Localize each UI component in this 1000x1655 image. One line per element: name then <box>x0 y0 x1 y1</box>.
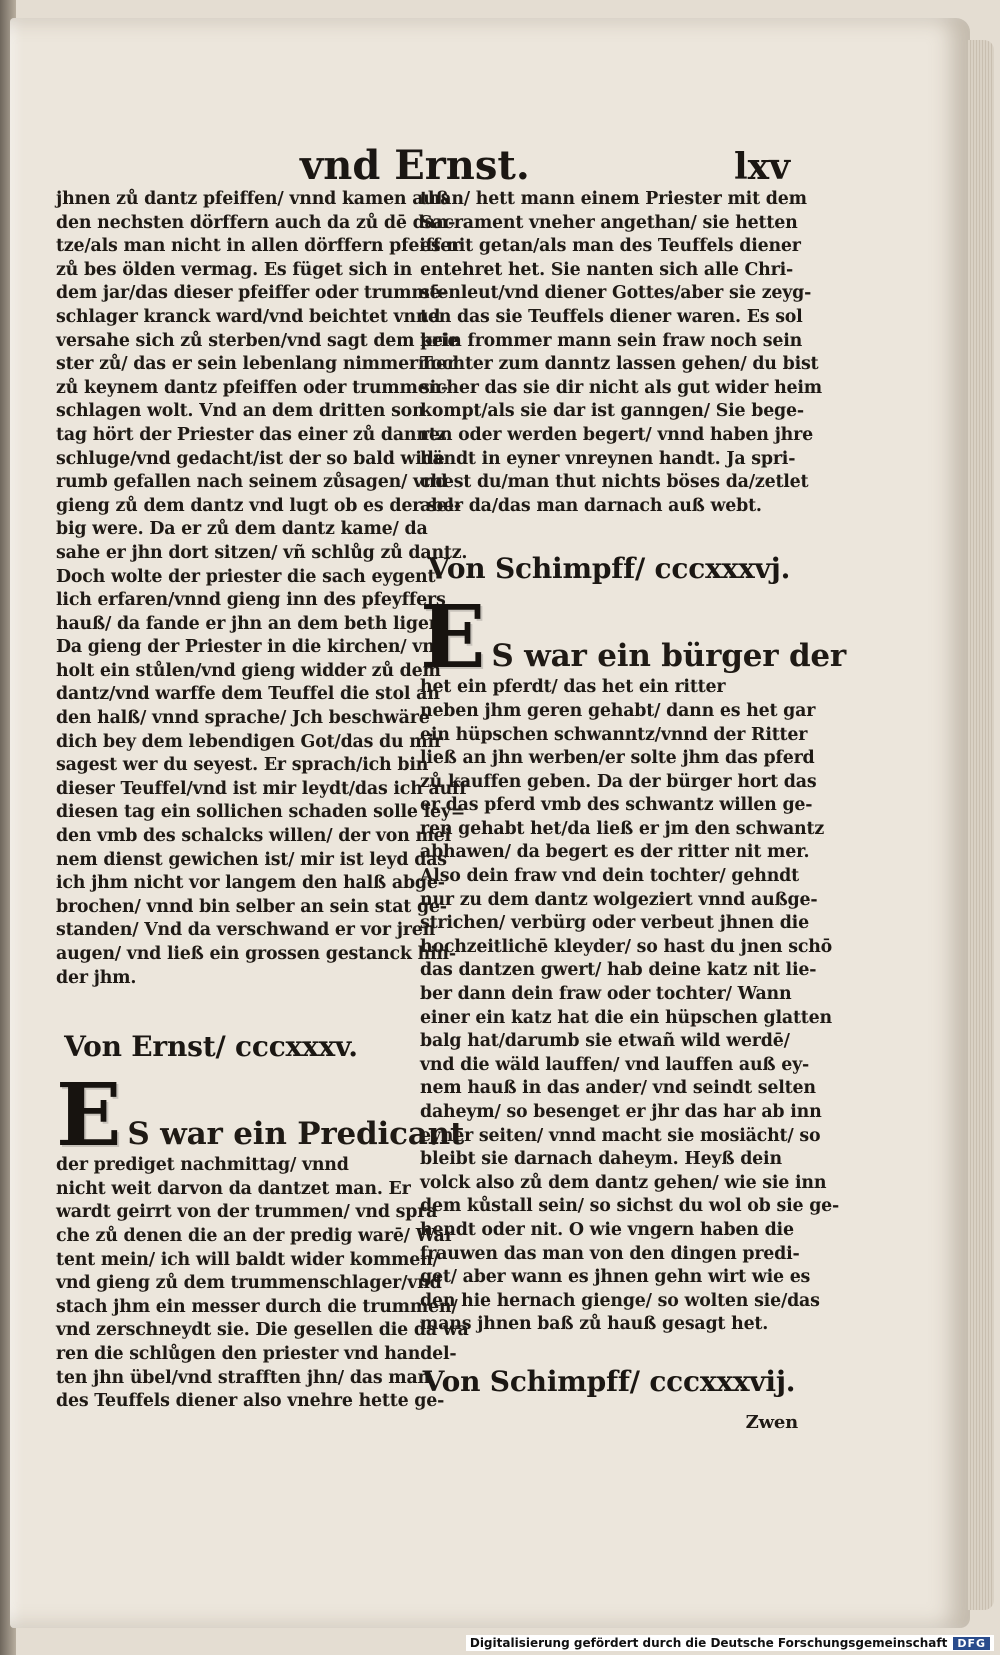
text-line: ren gehabt het/da ließ er jm den schwantz <box>420 818 824 839</box>
text-line: er das pferd vmb des schwantz willen ge- <box>420 795 813 816</box>
text-line: Da gieng der Priester in die kirchen/ vnd <box>56 637 447 658</box>
text-line: vnd zerschneydt sie. Die gesellen die da wa <box>56 1320 469 1341</box>
text-line: abhawen/ da begert es der ritter nit mer. <box>420 842 810 863</box>
text-line: neben jhm geren gehabt/ dann es het gar <box>420 700 816 721</box>
text-line: schlagen wolt. Vnd an dem dritten son <box>56 401 425 422</box>
right-text-block-bottom <box>420 676 840 1337</box>
right-column <box>420 188 847 1435</box>
drop-cap-initial: E <box>420 587 486 689</box>
text-line: strichen/ verbürg oder verbeut jhnen die <box>420 913 809 934</box>
folio-number: lxv <box>733 146 790 188</box>
text-line: kein frommer mann sein fraw noch sein <box>420 330 803 351</box>
text-line: den halß/ vnnd sprache/ Jch beschwäre <box>56 708 430 729</box>
text-line: holt ein stůlen/vnd gieng widder zů dem <box>56 660 441 681</box>
text-line: diesen tag ein sollichen schaden solle ley= <box>56 802 466 823</box>
text-line: dem kůstall sein/ so sichst du wol ob sie ge- <box>420 1196 840 1217</box>
text-line: eyner seiten/ vnnd macht sie mosiächt/ so <box>420 1125 821 1146</box>
text-line: dem jar/das dieser pfeiffer oder trummē- <box>56 283 448 304</box>
text-line: dich bey dem lebendigen Got/das du mir <box>56 731 443 752</box>
text-line: vnd die wäld lauffen/ vnd lauffen auß ey- <box>420 1054 810 1075</box>
text-line: schluge/vnd gedacht/ist der so bald wide <box>56 448 445 469</box>
text-line: het ein pferdt/ das het ein ritter <box>420 677 726 698</box>
text-line: Tochter zum danntz lassen gehen/ du bist <box>420 354 819 375</box>
text-line: den hie hernach gienge/ so wolten sie/das <box>420 1290 820 1311</box>
text-line: des Teuffels diener also vnehre hette ge- <box>56 1391 445 1412</box>
text-line: mans jhnen baß zů hauß gesagt het. <box>420 1314 769 1335</box>
text-line: tent mein/ ich will baldt wider kommen/ <box>56 1249 439 1270</box>
text-line: entehret het. Sie nanten sich alle Chri- <box>420 259 794 280</box>
text-line: augen/ vnd ließ ein grossen gestanck hin- <box>56 944 456 964</box>
text-line: rumb gefallen nach seinem zůsagen/ vnd <box>56 472 448 493</box>
text-line: balg hat/darumb sie etwañ wild werdē/ <box>420 1031 790 1052</box>
text-line: hochzeitlichē kleyder/ so hast du jnen schō <box>420 936 833 957</box>
text-line: ren die schlůgen den priester vnd handel- <box>56 1343 457 1364</box>
text-line: chest du/man thut nichts böses da/zetlet <box>420 472 809 493</box>
text-line: nem dienst gewichen ist/ mir ist leyd das <box>56 849 447 870</box>
text-line: hauß/ da fande er jhn an dem beth ligen. <box>56 613 447 634</box>
text-line: Sacrament vneher angethan/ sie hetten <box>420 212 798 233</box>
text-line: ber dann dein fraw oder tochter/ Wann <box>420 984 792 1005</box>
text-line: wardt geirrt von der trummen/ vnd spra <box>56 1202 438 1223</box>
text-line: der prediget nachmittag/ vnnd <box>56 1155 349 1176</box>
text-line: sagest wer du seyest. Er sprach/ich bin <box>56 755 429 776</box>
text-line: dieser Teuffel/vnd ist mir leydt/das ich auff <box>56 778 467 799</box>
text-line: nicht weit darvon da dantzet man. Er <box>56 1178 411 1199</box>
text-line: ten jhn übel/vnd strafften jhn/ das man <box>56 1367 431 1388</box>
text-line: sicher das sie dir nicht als gut wider heim <box>420 377 822 398</box>
text-line: zů keynem dantz pfeiffen oder trummen- <box>56 377 449 398</box>
text-line: händt in eyner vnreynen handt. Ja spri- <box>420 448 796 469</box>
text-line: einer ein katz hat die ein hüpschen glatten <box>420 1007 832 1028</box>
text-line: big were. Da er zů dem dantz kame/ da <box>56 519 428 540</box>
left-text-block <box>56 188 468 990</box>
text-line: hendt oder nit. O wie vngern haben die <box>420 1219 794 1240</box>
text-line: den nechsten dörffern auch da zů dē dan- <box>56 212 456 233</box>
text-line: ren oder werden begert/ vnnd haben jhre <box>420 424 813 445</box>
text-line: den vmb des schalcks willen/ der von mei <box>56 826 451 847</box>
drop-cap-initial: E <box>56 1065 122 1167</box>
text-line: ich jhm nicht vor langem den halß abge- <box>56 873 445 894</box>
initial-line-text: S war ein Predicant <box>127 1116 465 1153</box>
text-line: than/ hett mann einem Priester mit dem <box>420 189 807 209</box>
text-line: kompt/als sie dar ist ganngen/ Sie bege- <box>420 401 804 422</box>
text-line: bleibt sie darnach daheym. Heyß dein <box>420 1149 782 1170</box>
text-line: tze/als man nicht in allen dörffern pfeiffer <box>56 236 461 257</box>
initial-line-text: S war ein bürger der <box>491 638 847 675</box>
page-edges <box>968 40 994 1610</box>
text-line: zů kauffen geben. Da der bürger hort das <box>420 771 817 792</box>
text-line: stenleut/vnd diener Gottes/aber sie zeyg- <box>420 283 812 304</box>
text-line: standen/ Vnd da verschwand er vor jren <box>56 920 436 941</box>
text-line: lich erfaren/vnnd gieng inn des pfeyffers <box>56 590 446 611</box>
text-line: aber da/das man darnach auß webt. <box>420 495 762 516</box>
right-text-block <box>420 188 822 518</box>
text-line: ein hüpschen schwanntz/vnnd der Ritter <box>420 724 808 745</box>
footer-text: Digitalisierung gefördert durch die Deutsche Forschungsgemeinschaft <box>469 1636 948 1650</box>
text-line: daheym/ so besenget er jhr das har ab inn <box>420 1102 822 1122</box>
text-line: nem hauß in das ander/ vnd seindt selten <box>420 1078 816 1099</box>
text-line: der jhm. <box>56 967 137 988</box>
text-line: tag hört der Priester das einer zů danntz <box>56 424 447 445</box>
text-line: brochen/ vnnd bin selber an sein stat ge- <box>56 896 447 917</box>
text-line: schlager kranck ward/vnd beichtet vnnd <box>56 306 441 327</box>
text-line: vnd gieng zů dem trummenschlager/vnd <box>56 1273 442 1294</box>
chapter-heading-cccxxxvj: Von Schimpff/ cccxxxvj. <box>427 552 791 586</box>
text-line: gieng zů dem dantz vnd lugt ob es der sel- <box>56 495 461 516</box>
left-column <box>56 188 469 1414</box>
dfg-logo: DFG <box>953 1637 990 1650</box>
text-line: volck also zů dem dantz gehen/ wie sie inn <box>420 1172 827 1193</box>
text-line: ließ an jhn werben/er solte jhm das pferd <box>420 748 815 769</box>
text-line: Doch wolte der priester die sach eygent- <box>56 566 443 587</box>
chapter-heading-cccxxxv: Von Ernst/ cccxxxv. <box>64 1030 358 1064</box>
text-line: ster zů/ das er sein lebenlang nimmermer <box>56 354 456 375</box>
text-line: frauwen das man von den dingen predi- <box>420 1243 800 1264</box>
text-line: ten das sie Teuffels diener waren. Es sol <box>420 306 803 327</box>
running-title: vnd Ernst. <box>300 142 530 189</box>
text-line: versahe sich zů sterben/vnd sagt dem prie <box>56 330 459 351</box>
text-line: dantz/vnd warffe dem Teuffel die stol an <box>56 684 440 705</box>
chapter-heading-cccxxxvij: Von Schimpff/ cccxxxvij. <box>422 1364 796 1398</box>
text-line: zů bes ölden vermag. Es füget sich in <box>56 259 413 280</box>
text-line: stach jhm ein messer durch die trummen/ <box>56 1296 458 1317</box>
left-text-block-bottom <box>56 1154 469 1414</box>
text-line: es nit getan/als man des Teuffels diener <box>420 236 801 257</box>
text-line: get/ aber wann es jhnen gehn wirt wie es <box>420 1267 811 1288</box>
text-line: Also dein fraw vnd dein tochter/ gehndt <box>420 866 799 887</box>
running-header <box>300 142 790 192</box>
text-line: jhnen zů dantz pfeiffen/ vnnd kamen auß <box>56 189 449 209</box>
text-line: che zů denen die an der predig warē/ War <box>56 1225 454 1246</box>
digitization-footer <box>466 1635 994 1651</box>
catchword: Zwen <box>745 1411 798 1433</box>
text-line: sahe er jhn dort sitzen/ vñ schlůg zů dantz. <box>56 542 468 563</box>
text-line: nur zu dem dantz wolgeziert vnnd außge- <box>420 889 818 910</box>
text-line: das dantzen gwert/ hab deine katz nit lie- <box>420 960 817 981</box>
